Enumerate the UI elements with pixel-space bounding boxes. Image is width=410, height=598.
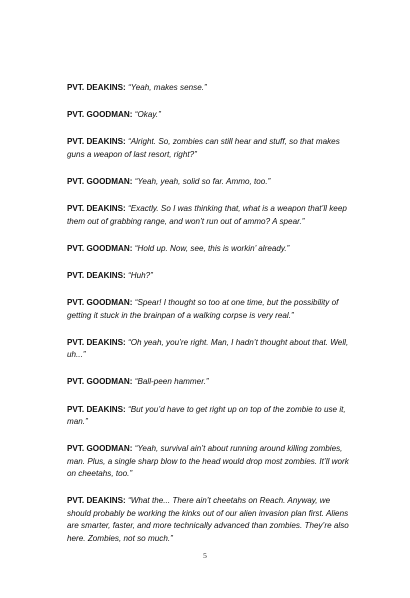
- dialogue-text: “What the... There ain’t cheetahs on Reach. Anyway, we should probably be working the kinks out of our alien invasion plan first. Aliens are smarter, faster, and more technically advanced than zombies. They’re also here. Zombies, not so much.”: [67, 496, 349, 543]
- speaker-name: PVT. DEAKINS:: [67, 404, 126, 414]
- speaker-name: PVT. GOODMAN:: [67, 177, 133, 187]
- dialogue-line: [67, 297, 349, 322]
- dialogue-text: “Exactly. So I was thinking that, what is a weapon that’ll keep them out of grabbing range, and won’t run out of ammo? A spear.”: [67, 204, 347, 226]
- dialogue-line: [67, 404, 349, 429]
- dialogue-transcript: [67, 82, 349, 560]
- page-number: 5: [203, 551, 207, 560]
- dialogue-text: “But you’d have to get right up on top of the zombie to use it, man.”: [67, 404, 346, 427]
- dialogue-text: “Yeah, yeah, solid so far. Ammo, too.”: [134, 177, 271, 187]
- dialogue-line: [67, 109, 349, 121]
- speaker-name: PVT. GOODMAN:: [67, 444, 133, 454]
- speaker-name: PVT. GOODMAN:: [67, 377, 133, 387]
- dialogue-text: “Spear! I thought so too at one time, but the possibility of getting it stuck in the brainpan of a walking corpse is very real.”: [67, 298, 339, 320]
- speaker-name: PVT. GOODMAN:: [67, 298, 133, 308]
- dialogue-line: [67, 270, 349, 282]
- dialogue-text: “Alright. So, zombies can still hear and stuff, so that makes guns a weapon of last resort, right?”: [67, 137, 340, 159]
- dialogue-line: [67, 176, 349, 188]
- dialogue-text: “Yeah, makes sense.”: [128, 83, 207, 92]
- speaker-name: PVT. GOODMAN:: [67, 243, 133, 253]
- speaker-name: PVT. DEAKINS:: [67, 137, 126, 147]
- speaker-name: PVT. DEAKINS:: [67, 496, 126, 506]
- dialogue-text: “Okay.”: [134, 110, 161, 120]
- dialogue-line: [67, 243, 349, 255]
- speaker-name: PVT. DEAKINS:: [67, 337, 126, 347]
- dialogue-line: [67, 82, 349, 94]
- dialogue-line: [67, 337, 349, 362]
- dialogue-line: [67, 495, 349, 545]
- dialogue-line: [67, 203, 349, 228]
- speaker-name: PVT. DEAKINS:: [67, 83, 126, 92]
- dialogue-text: “Hold up. Now, see, this is workin’ already.”: [134, 243, 290, 253]
- dialogue-text: “Oh yeah, you’re right. Man, I hadn’t thought about that. Well, uh...”: [67, 337, 349, 360]
- dialogue-line: [67, 376, 349, 388]
- speaker-name: PVT. DEAKINS:: [67, 271, 126, 281]
- speaker-name: PVT. GOODMAN:: [67, 110, 133, 120]
- dialogue-line: [67, 136, 349, 161]
- dialogue-text: “Ball-peen hammer.”: [134, 377, 209, 387]
- dialogue-text: “Huh?”: [128, 271, 153, 281]
- speaker-name: PVT. DEAKINS:: [67, 204, 126, 214]
- dialogue-text: “Yeah, survival ain’t about running around killing zombies, man. Plus, a single sharp blow to the head would drop most zombies. It’ll work on cheetahs, too.”: [67, 444, 349, 479]
- dialogue-line: [67, 443, 349, 480]
